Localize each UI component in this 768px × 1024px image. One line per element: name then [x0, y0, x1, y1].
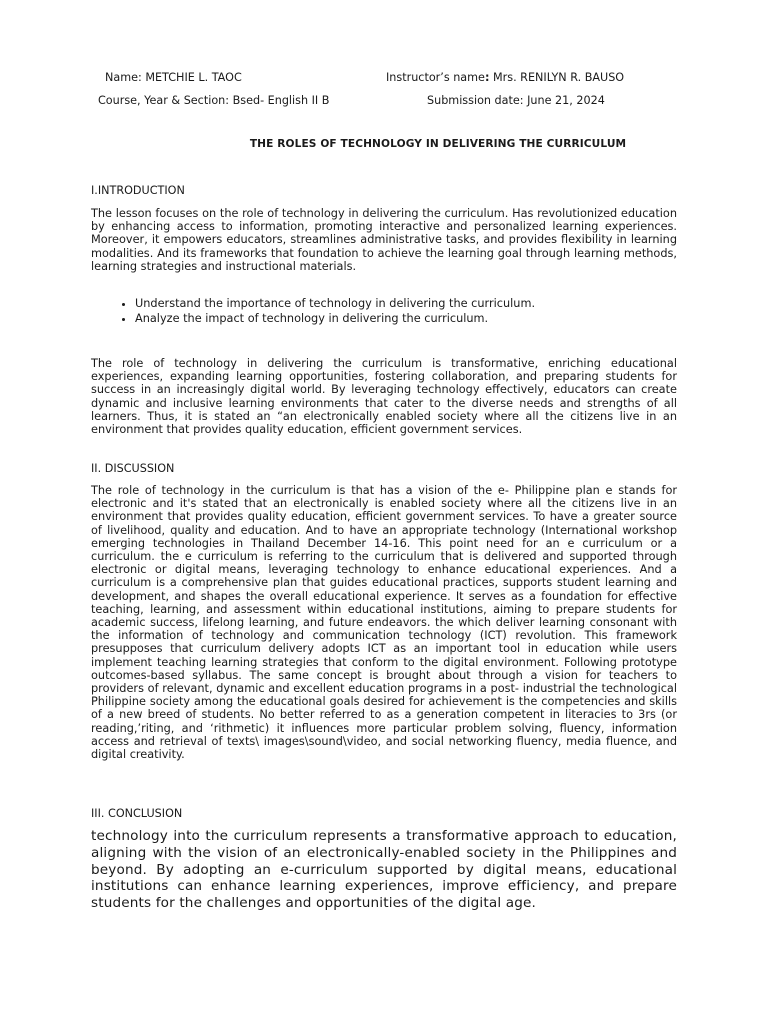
list-item: • Analyze the impact of technology in delivering the curriculum.: [135, 311, 535, 326]
instructor-value: Mrs. RENILYN R. BAUSO: [489, 71, 625, 84]
conclusion-heading: III. CONCLUSION: [91, 807, 183, 820]
introduction-paragraph-2: The role of technology in delivering the curriculum is transformative, enriching educational experiences, expanding learning opportunities, fostering collaboration, and preparing students for success in an increasingly digital world. By leveraging technology effectively, educators can create dynamic and inclusive learning environments that cater to the diverse needs and strengths of all learners. Thus, it is stated an “an electronically enabled society where all the citizens live in an environment that provides quality education, efficient government services.: [91, 357, 677, 437]
introduction-heading: I.INTRODUCTION: [91, 184, 185, 197]
objectives-list: [112, 296, 535, 326]
instructor-colon: :: [484, 71, 490, 84]
conclusion-paragraph: technology into the curriculum represents a transformative approach to education, aligning with the vision of an electronically-enabled society in the Philippines and beyond. By adopting an e-curriculum supported by digital means, educational institutions can enhance learning experiences, improve efficiency, and prepare students for the challenges and opportunities of the digital age.: [91, 828, 677, 912]
document-title: THE ROLES OF TECHNOLOGY IN DELIVERING THE CURRICULUM: [249, 138, 627, 150]
student-name: Name: METCHIE L. TAOC: [105, 71, 242, 84]
discussion-paragraph: The role of technology in the curriculum is that has a vision of the e- Philippine plan e stands for electronic and it's stated that an electronically is enabled society where all the citizens live in an environment that provides quality education, efficient government services. To have a greater source of livelihood, quality and education. And to have an appropriate technology (International workshop emerging technologies in Thailand December 14-16. This point need for an e curriculum or a curriculum. the e curriculum is referring to the curriculum that is delivered and supported through electronic or digital means, leveraging technology to enhance educational experiences. And a curriculum is a comprehensive plan that guides educational practices, supports student learning and development, and shapes the overall educational experience. It serves as a foundation for effective teaching, learning, and assessment within educational institutions, aiming to prepare students for academic success, lifelong learning, and future endeavors. the which deliver learning consonant with the information of technology and communication technology (ICT) revolution. This framework presupposes that curriculum delivery adopts ICT as an important tool in education while users implement teaching learning strategies that conform to the digital environment. Following prototype outcomes-based syllabus. The same concept is brought about through a vision for teachers to providers of relevant, dynamic and excellent education programs in a post- industrial the technological Philippine society among the educational goals desired for achievement is the competencies and skills of a new breed of students. No better referred to as a generation competent in literacies to 3rs (or reading,’riting, and ‘rithmetic) it influences more particular problem solving, fluency, information access and retrieval of texts\ images\sound\video, and social networking fluency, media fluence, and digital creativity.: [91, 484, 677, 762]
course-section: Course, Year & Section: Bsed- English II B: [98, 94, 330, 107]
introduction-paragraph: The lesson focuses on the role of technology in delivering the curriculum. Has revolutionized education by enhancing access to information, promoting interactive and personalized learning experiences. Moreover, it empowers educators, streamlines administrative tasks, and provides flexibility in learning modalities. And its frameworks that foundation to achieve the learning goal through learning methods, learning strategies and instructional materials.: [91, 207, 677, 273]
discussion-heading: II. DISCUSSION: [91, 462, 175, 475]
instructor-label: Instructor’s name: [386, 71, 485, 84]
submission-date: Submission date: June 21, 2024: [427, 94, 605, 107]
list-item: • Understand the importance of technology in delivering the curriculum.: [135, 296, 535, 311]
instructor-name: [386, 71, 624, 85]
